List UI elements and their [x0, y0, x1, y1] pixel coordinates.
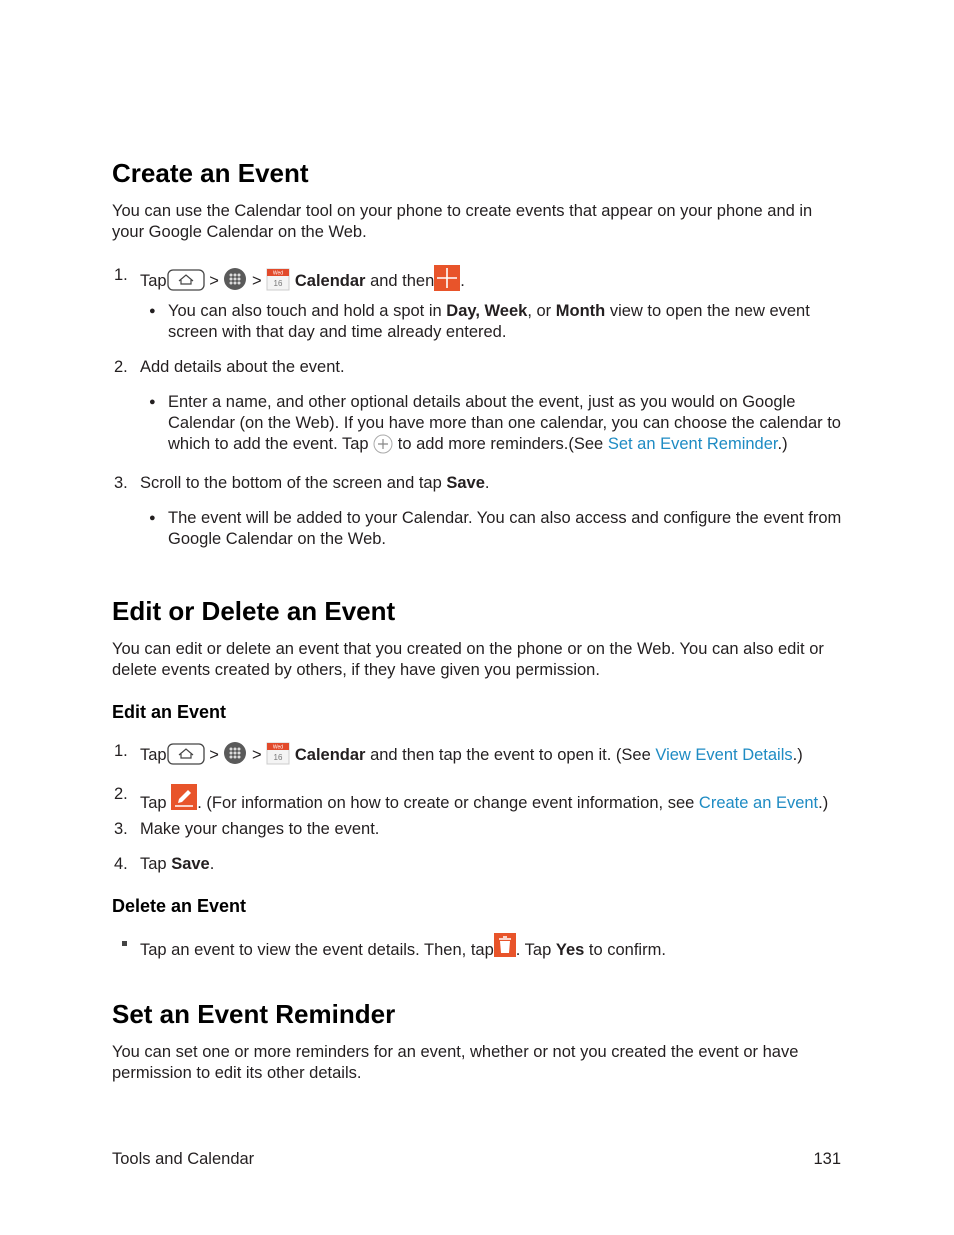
- add-reminder-icon: [373, 434, 393, 454]
- home-key-icon: [167, 743, 205, 765]
- edit-step-1: Tap > > Wed 16 Calendar and then tap the event to open it. (See View Event Details.): [140, 741, 803, 766]
- calendar-app-icon: [266, 267, 290, 291]
- apps-icon: [223, 267, 247, 291]
- bullet-dot: ●: [149, 512, 156, 524]
- reminder-intro: You can set one or more reminders for an event, whether or not you created the event or have permission to edit its other details.: [112, 1043, 799, 1082]
- bullet-dot: ●: [149, 396, 156, 408]
- step-number: 3.: [114, 474, 128, 492]
- edit-step-2: Tap . (For information on how to create or change event information, see Create an Event.): [140, 784, 828, 814]
- home-key-icon: [167, 269, 205, 291]
- create-step-1: Tap > > Wed 16 Calendar and then .: [140, 265, 465, 292]
- step-number: 1.: [114, 266, 128, 284]
- create-step-1-note: You can also touch and hold a spot in Day, Week, or Month view to open the new event screen with that day and time already entered.: [168, 302, 810, 341]
- heading-set-event-reminder: Set an Event Reminder: [112, 999, 396, 1029]
- link-set-event-reminder[interactable]: Set an Event Reminder: [607, 435, 778, 453]
- step-number: 1.: [114, 742, 128, 760]
- heading-edit-event: Edit an Event: [112, 702, 227, 722]
- heading-edit-delete-event: Edit or Delete an Event: [112, 596, 396, 626]
- step-number: 2.: [114, 785, 128, 803]
- heading-delete-event: Delete an Event: [112, 896, 247, 916]
- step-number: 4.: [114, 855, 128, 873]
- delete-step: Tap an event to view the event details. Then, tap . Tap Yes to confirm.: [140, 933, 666, 961]
- bullet-dot: ●: [149, 305, 156, 317]
- svg-text:Wed: Wed: [273, 744, 284, 751]
- edit-delete-intro: You can edit or delete an event that you created on the phone or on the Web. You can also edit or delete events created by others, if they have given you permission.: [112, 640, 824, 679]
- link-create-an-event[interactable]: Create an Event: [698, 794, 819, 812]
- calendar-app-icon: [266, 741, 290, 765]
- svg-text:16: 16: [273, 279, 283, 288]
- edit-icon: [171, 784, 197, 810]
- edit-step-3: Make your changes to the event.: [140, 820, 380, 838]
- heading-create-event: Create an Event: [112, 158, 309, 188]
- step-number: 3.: [114, 820, 128, 838]
- svg-text:Wed: Wed: [273, 270, 284, 277]
- delete-icon: [494, 933, 516, 957]
- create-step-3: Scroll to the bottom of the screen and tap Save.: [140, 474, 490, 492]
- footer-section-title: Tools and Calendar: [112, 1150, 255, 1168]
- page-number: 131: [813, 1150, 841, 1168]
- create-intro: You can use the Calendar tool on your phone to create events that appear on your phone and in your Google Calendar on the Web.: [112, 202, 813, 241]
- create-step-3-note: The event will be added to your Calendar. You can also access and configure the event from Google Calendar on the Web.: [168, 509, 842, 548]
- bullet-square: [122, 941, 127, 946]
- create-step-2: Add details about the event.: [140, 358, 345, 376]
- svg-text:16: 16: [273, 753, 283, 762]
- apps-icon: [223, 741, 247, 765]
- link-view-event-details[interactable]: View Event Details: [655, 746, 793, 764]
- add-event-icon: [434, 265, 460, 291]
- edit-step-4: Tap Save.: [140, 855, 215, 873]
- create-step-2-note: Enter a name, and other optional details about the event, just as you would on Google Calendar (on the Web). If you have more than one calendar, you can choose the calendar to which to add the event. Tap to add more reminders.(See Set an Event Reminder.): [168, 393, 841, 453]
- step-number: 2.: [114, 358, 128, 376]
